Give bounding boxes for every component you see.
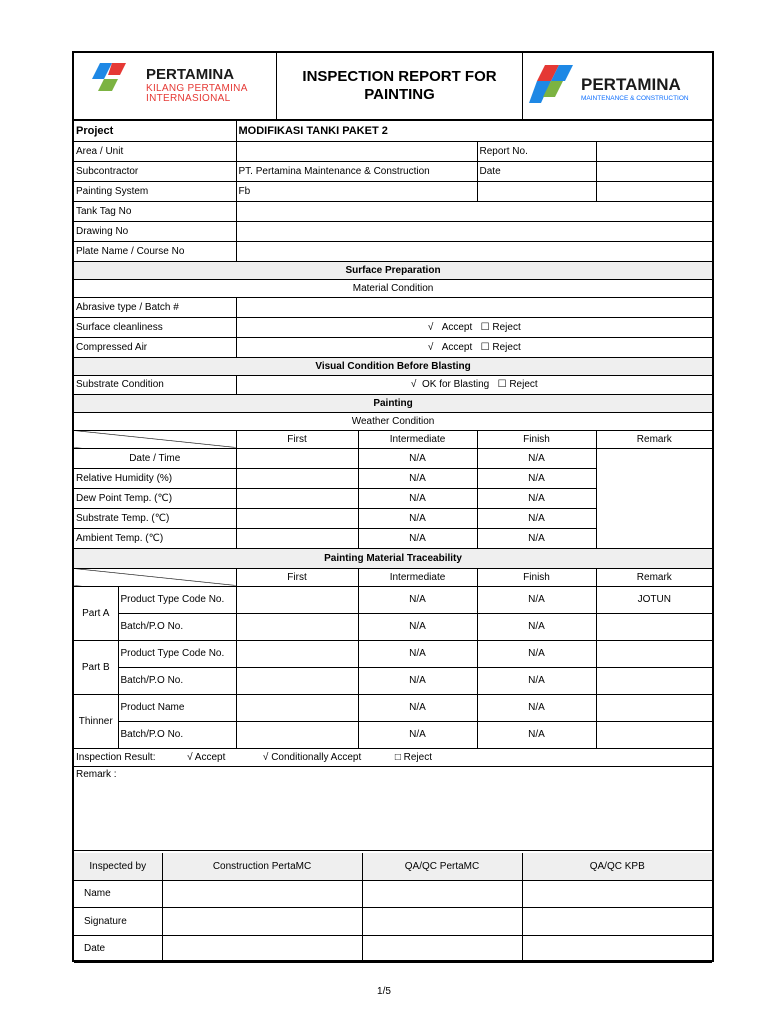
abrasive-row xyxy=(74,297,712,317)
left-logo-subtitle-1: KILANG PERTAMINA xyxy=(146,83,248,94)
trace-part-a-row-2 xyxy=(74,613,712,640)
trace-remark-cell[interactable] xyxy=(596,613,712,640)
trace-item-label: Product Type Code No. xyxy=(118,640,236,667)
weather-row-label: Relative Humidity (%) xyxy=(74,468,236,488)
report-title-line-2: PAINTING xyxy=(364,86,435,103)
compressed-air-label: Compressed Air xyxy=(74,337,236,357)
main-form-table xyxy=(74,121,712,851)
report-header xyxy=(74,53,712,121)
signoff-signature-row xyxy=(74,907,712,935)
weather-intermediate-cell[interactable]: N/A xyxy=(358,528,477,548)
weather-first-cell[interactable] xyxy=(236,448,358,468)
right-logo-cell xyxy=(523,53,712,119)
trace-item-label: Batch/P.O No. xyxy=(118,613,236,640)
surface-prep-title: Surface Preparation xyxy=(74,261,712,279)
trace-col-first: First xyxy=(236,568,358,586)
right-logo-name: PERTAMINA xyxy=(581,75,681,94)
signoff-col-qaqc-pertamc: QA/QC PertaMC xyxy=(362,853,522,880)
cleanliness-reject-checkbox[interactable]: ☐ xyxy=(480,321,490,333)
page-number: 1/5 xyxy=(377,986,391,997)
air-reject-label: Reject xyxy=(492,341,521,353)
weather-intermediate-cell[interactable]: N/A xyxy=(358,488,477,508)
signoff-cell[interactable] xyxy=(522,880,712,907)
date-label: Date xyxy=(477,161,596,181)
trace-first-cell[interactable] xyxy=(236,694,358,721)
trace-finish-cell[interactable]: N/A xyxy=(477,613,596,640)
inspection-result-row xyxy=(74,748,712,766)
signoff-cell[interactable] xyxy=(522,907,712,935)
plate-label: Plate Name / Course No xyxy=(74,241,236,261)
trace-title: Painting Material Traceability xyxy=(74,548,712,568)
weather-col-remark: Remark xyxy=(596,430,712,448)
weather-col-intermediate: Intermediate xyxy=(358,430,477,448)
plate-value[interactable] xyxy=(236,241,712,261)
weather-row-label: Substrate Temp. (℃) xyxy=(74,508,236,528)
weather-row-label: Dew Point Temp. (℃) xyxy=(74,488,236,508)
weather-intermediate-cell[interactable]: N/A xyxy=(358,448,477,468)
signoff-table xyxy=(74,853,712,963)
plate-row xyxy=(74,241,712,261)
trace-first-cell[interactable] xyxy=(236,613,358,640)
trace-first-cell[interactable] xyxy=(236,721,358,748)
painting-system-extra-value[interactable] xyxy=(596,181,712,201)
trace-part-b-row-2 xyxy=(74,667,712,694)
trace-item-label: Batch/P.O No. xyxy=(118,667,236,694)
air-accept-check[interactable]: √ xyxy=(427,341,434,353)
tank-tag-label: Tank Tag No xyxy=(74,201,236,221)
trace-item-label: Product Type Code No. xyxy=(118,586,236,613)
material-condition-row xyxy=(74,279,712,297)
visual-condition-title: Visual Condition Before Blasting xyxy=(74,357,712,375)
weather-title: Weather Condition xyxy=(74,412,712,430)
trace-first-cell[interactable] xyxy=(236,586,358,613)
signoff-col-construction: Construction PertaMC xyxy=(162,853,362,880)
result-conditional-option[interactable]: √ Conditionally Accept xyxy=(262,751,362,763)
painting-system-row xyxy=(74,181,712,201)
trace-finish-cell[interactable]: N/A xyxy=(477,694,596,721)
trace-intermediate-cell[interactable]: N/A xyxy=(358,694,477,721)
painting-system-value[interactable]: Fb xyxy=(236,181,477,201)
trace-title-row xyxy=(74,548,712,568)
weather-row-label: Date / Time xyxy=(74,448,236,468)
cleanliness-options xyxy=(236,317,712,337)
remark-row xyxy=(74,766,712,850)
signoff-cell[interactable] xyxy=(362,907,522,935)
drawing-row xyxy=(74,221,712,241)
inspection-result-cell xyxy=(74,748,712,766)
project-row xyxy=(74,121,712,141)
compressed-air-options xyxy=(236,337,712,357)
subcontractor-value[interactable]: PT. Pertamina Maintenance & Construction xyxy=(236,161,477,181)
weather-row-label: Ambient Temp. (℃) xyxy=(74,528,236,548)
painting-title: Painting xyxy=(74,394,712,412)
cleanliness-row xyxy=(74,317,712,337)
cleanliness-label: Surface cleanliness xyxy=(74,317,236,337)
trace-col-intermediate: Intermediate xyxy=(358,568,477,586)
drawing-value[interactable] xyxy=(236,221,712,241)
inspection-report-sheet xyxy=(72,51,714,962)
weather-finish-cell[interactable]: N/A xyxy=(477,528,596,548)
blasting-ok-check[interactable]: √ xyxy=(410,379,417,390)
material-condition-title: Material Condition xyxy=(74,279,712,297)
signoff-row-label: Name xyxy=(74,880,162,907)
signoff-cell[interactable] xyxy=(362,935,522,962)
signoff-row-label: Signature xyxy=(74,907,162,935)
trace-thinner-row-1 xyxy=(74,694,712,721)
trace-part-a-row-1 xyxy=(74,586,712,613)
blasting-ok-label: OK for Blasting xyxy=(421,379,490,390)
trace-intermediate-cell[interactable]: N/A xyxy=(358,640,477,667)
right-logo-subtitle: MAINTENANCE & CONSTRUCTION xyxy=(581,95,689,102)
trace-finish-cell[interactable]: N/A xyxy=(477,640,596,667)
inspected-by-label: Inspected by xyxy=(74,853,162,880)
signoff-header-row xyxy=(74,853,712,880)
signoff-cell[interactable] xyxy=(162,935,362,962)
trace-corner-cell xyxy=(74,568,236,586)
drawing-label: Drawing No xyxy=(74,221,236,241)
weather-first-cell[interactable] xyxy=(236,528,358,548)
trace-finish-cell[interactable]: N/A xyxy=(477,721,596,748)
trace-finish-cell[interactable]: N/A xyxy=(477,667,596,694)
trace-finish-cell[interactable]: N/A xyxy=(477,586,596,613)
abrasive-value[interactable] xyxy=(236,297,712,317)
weather-intermediate-cell[interactable]: N/A xyxy=(358,468,477,488)
signoff-cell[interactable] xyxy=(162,880,362,907)
report-title-line-1: INSPECTION REPORT FOR xyxy=(302,68,497,85)
trace-remark-cell[interactable] xyxy=(596,721,712,748)
project-label: Project xyxy=(74,121,236,141)
weather-finish-cell[interactable]: N/A xyxy=(477,488,596,508)
tank-tag-row xyxy=(74,201,712,221)
signoff-col-qaqc-kpb: QA/QC KPB xyxy=(522,853,712,880)
painting-system-extra-label xyxy=(477,181,596,201)
trace-part-b-row-1 xyxy=(74,640,712,667)
signoff-cell[interactable] xyxy=(522,935,712,962)
left-logo-name: PERTAMINA xyxy=(146,66,235,83)
trace-header-row xyxy=(74,568,712,586)
visual-condition-title-row xyxy=(74,357,712,375)
weather-header-row xyxy=(74,430,712,448)
trace-remark-cell[interactable] xyxy=(596,640,712,667)
result-reject-option[interactable]: □ Reject xyxy=(394,751,432,763)
abrasive-label: Abrasive type / Batch # xyxy=(74,297,236,317)
compressed-air-row xyxy=(74,337,712,357)
trace-intermediate-cell[interactable]: N/A xyxy=(358,667,477,694)
weather-row xyxy=(74,412,712,430)
remark-area[interactable] xyxy=(74,766,712,850)
trace-remark-cell[interactable] xyxy=(596,694,712,721)
left-logo-cell xyxy=(74,53,277,119)
trace-thinner-row-2 xyxy=(74,721,712,748)
substrate-condition-row xyxy=(74,375,712,394)
subcontractor-label: Subcontractor xyxy=(74,161,236,181)
substrate-condition-options xyxy=(236,375,712,394)
signoff-date-row xyxy=(74,935,712,962)
signoff-cell[interactable] xyxy=(362,880,522,907)
trace-remark-cell[interactable] xyxy=(596,667,712,694)
area-value[interactable] xyxy=(236,141,477,161)
weather-first-cell[interactable] xyxy=(236,468,358,488)
weather-first-cell[interactable] xyxy=(236,488,358,508)
inspection-result-label: Inspection Result: xyxy=(76,751,156,763)
air-accept-label: Accept xyxy=(441,341,473,353)
pertamina-logo-icon xyxy=(90,59,134,93)
surface-prep-title-row xyxy=(74,261,712,279)
trace-remark-cell[interactable]: JOTUN xyxy=(596,586,712,613)
painting-title-row xyxy=(74,394,712,412)
painting-system-label: Painting System xyxy=(74,181,236,201)
weather-corner-cell xyxy=(74,430,236,448)
trace-group-label: Part B xyxy=(74,640,118,694)
trace-intermediate-cell[interactable]: N/A xyxy=(358,613,477,640)
trace-first-cell[interactable] xyxy=(236,640,358,667)
left-logo-subtitle-2: INTERNASIONAL xyxy=(146,93,231,104)
weather-col-first: First xyxy=(236,430,358,448)
substrate-condition-label: Substrate Condition xyxy=(74,375,236,394)
trace-intermediate-cell[interactable]: N/A xyxy=(358,586,477,613)
blasting-reject-checkbox[interactable]: ☐ xyxy=(497,379,507,390)
weather-finish-cell[interactable]: N/A xyxy=(477,448,596,468)
area-row xyxy=(74,141,712,161)
tank-tag-value[interactable] xyxy=(236,201,712,221)
weather-intermediate-cell[interactable]: N/A xyxy=(358,508,477,528)
date-value[interactable] xyxy=(596,161,712,181)
pertamina-mc-logo-icon xyxy=(529,63,575,107)
cleanliness-accept-label: Accept xyxy=(441,321,473,333)
trace-group-label: Part A xyxy=(74,586,118,640)
signoff-name-row xyxy=(74,880,712,907)
signoff-row-label: Date xyxy=(74,935,162,962)
remark-label: Remark : xyxy=(76,768,117,780)
result-accept-option[interactable]: √ Accept xyxy=(187,751,226,763)
cleanliness-accept-check[interactable]: √ xyxy=(427,321,434,333)
trace-col-finish: Finish xyxy=(477,568,596,586)
trace-intermediate-cell[interactable]: N/A xyxy=(358,721,477,748)
subcontractor-row xyxy=(74,161,712,181)
weather-finish-cell[interactable]: N/A xyxy=(477,508,596,528)
weather-finish-cell[interactable]: N/A xyxy=(477,468,596,488)
trace-group-label: Thinner xyxy=(74,694,118,748)
trace-item-label: Product Name xyxy=(118,694,236,721)
blasting-reject-label: Reject xyxy=(509,379,538,390)
trace-col-remark: Remark xyxy=(596,568,712,586)
report-title xyxy=(277,53,523,119)
area-label: Area / Unit xyxy=(74,141,236,161)
report-no-value[interactable] xyxy=(596,141,712,161)
cleanliness-reject-label: Reject xyxy=(492,321,521,333)
weather-col-finish: Finish xyxy=(477,430,596,448)
trace-item-label: Batch/P.O No. xyxy=(118,721,236,748)
weather-remark-cell[interactable] xyxy=(596,448,712,548)
trace-first-cell[interactable] xyxy=(236,667,358,694)
weather-row-date xyxy=(74,448,712,468)
project-value: MODIFIKASI TANKI PAKET 2 xyxy=(236,121,712,141)
signoff-cell[interactable] xyxy=(162,907,362,935)
weather-first-cell[interactable] xyxy=(236,508,358,528)
report-no-label: Report No. xyxy=(477,141,596,161)
air-reject-checkbox[interactable]: ☐ xyxy=(480,341,490,353)
